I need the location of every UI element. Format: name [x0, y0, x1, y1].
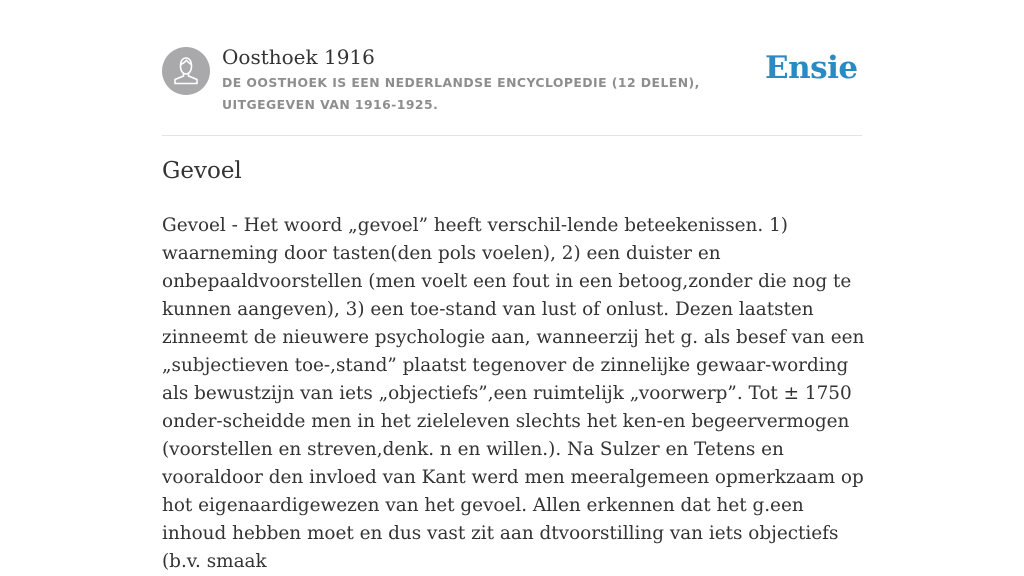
- header-divider: [162, 135, 862, 136]
- source-title[interactable]: Oosthoek 1916: [222, 45, 375, 69]
- source-header: [162, 44, 862, 134]
- user-avatar-icon[interactable]: [162, 47, 210, 95]
- source-description: DE OOSTHOEK IS EEN NEDERLANDSE ENCYCLOPEDIE (12 DELEN), UITGEGEVEN VAN 1916-1925.: [222, 75, 700, 112]
- article-title: Gevoel: [162, 158, 242, 184]
- article-body: Gevoel - Het woord „gevoel” heeft verschil-lende beteekenissen. 1) waarneming door tasten(den pols voelen), 2) een duister en onbepaaldvoorstellen (men voelt een fout in een betoog,zonder die nog te kunnen aangeven), 3) een toe-stand van lust of onlust. Dezen laatsten zinneemt de nieuwere psychologie aan, wanneerzij het g. als besef van een „subjectieven toe-,stand” plaatst tegenover de zinnelijke gewaar-wording als bewustzijn van iets „objectiefs”,een ruimtelijk „voorwerp”. Tot ± 1750 onder-scheidde men in het zieleleven slechts het ken-en begeervermogen (voorstellen en streven,denk. n en willen.). Na Sulzer en Tetens en vooraldoor den invloed van Kant werd men meeralgemeen opmerkzaam op hot eigenaardigewezen van het gevoel. Allen erkennen dat het g.een inhoud hebben moet en dus vast zit aan dtvoorstilling van iets objectiefs (b.v. smaak: [162, 215, 865, 572]
- ensie-logo-link[interactable]: Ensie: [765, 50, 858, 86]
- person-outline-icon: [162, 47, 210, 95]
